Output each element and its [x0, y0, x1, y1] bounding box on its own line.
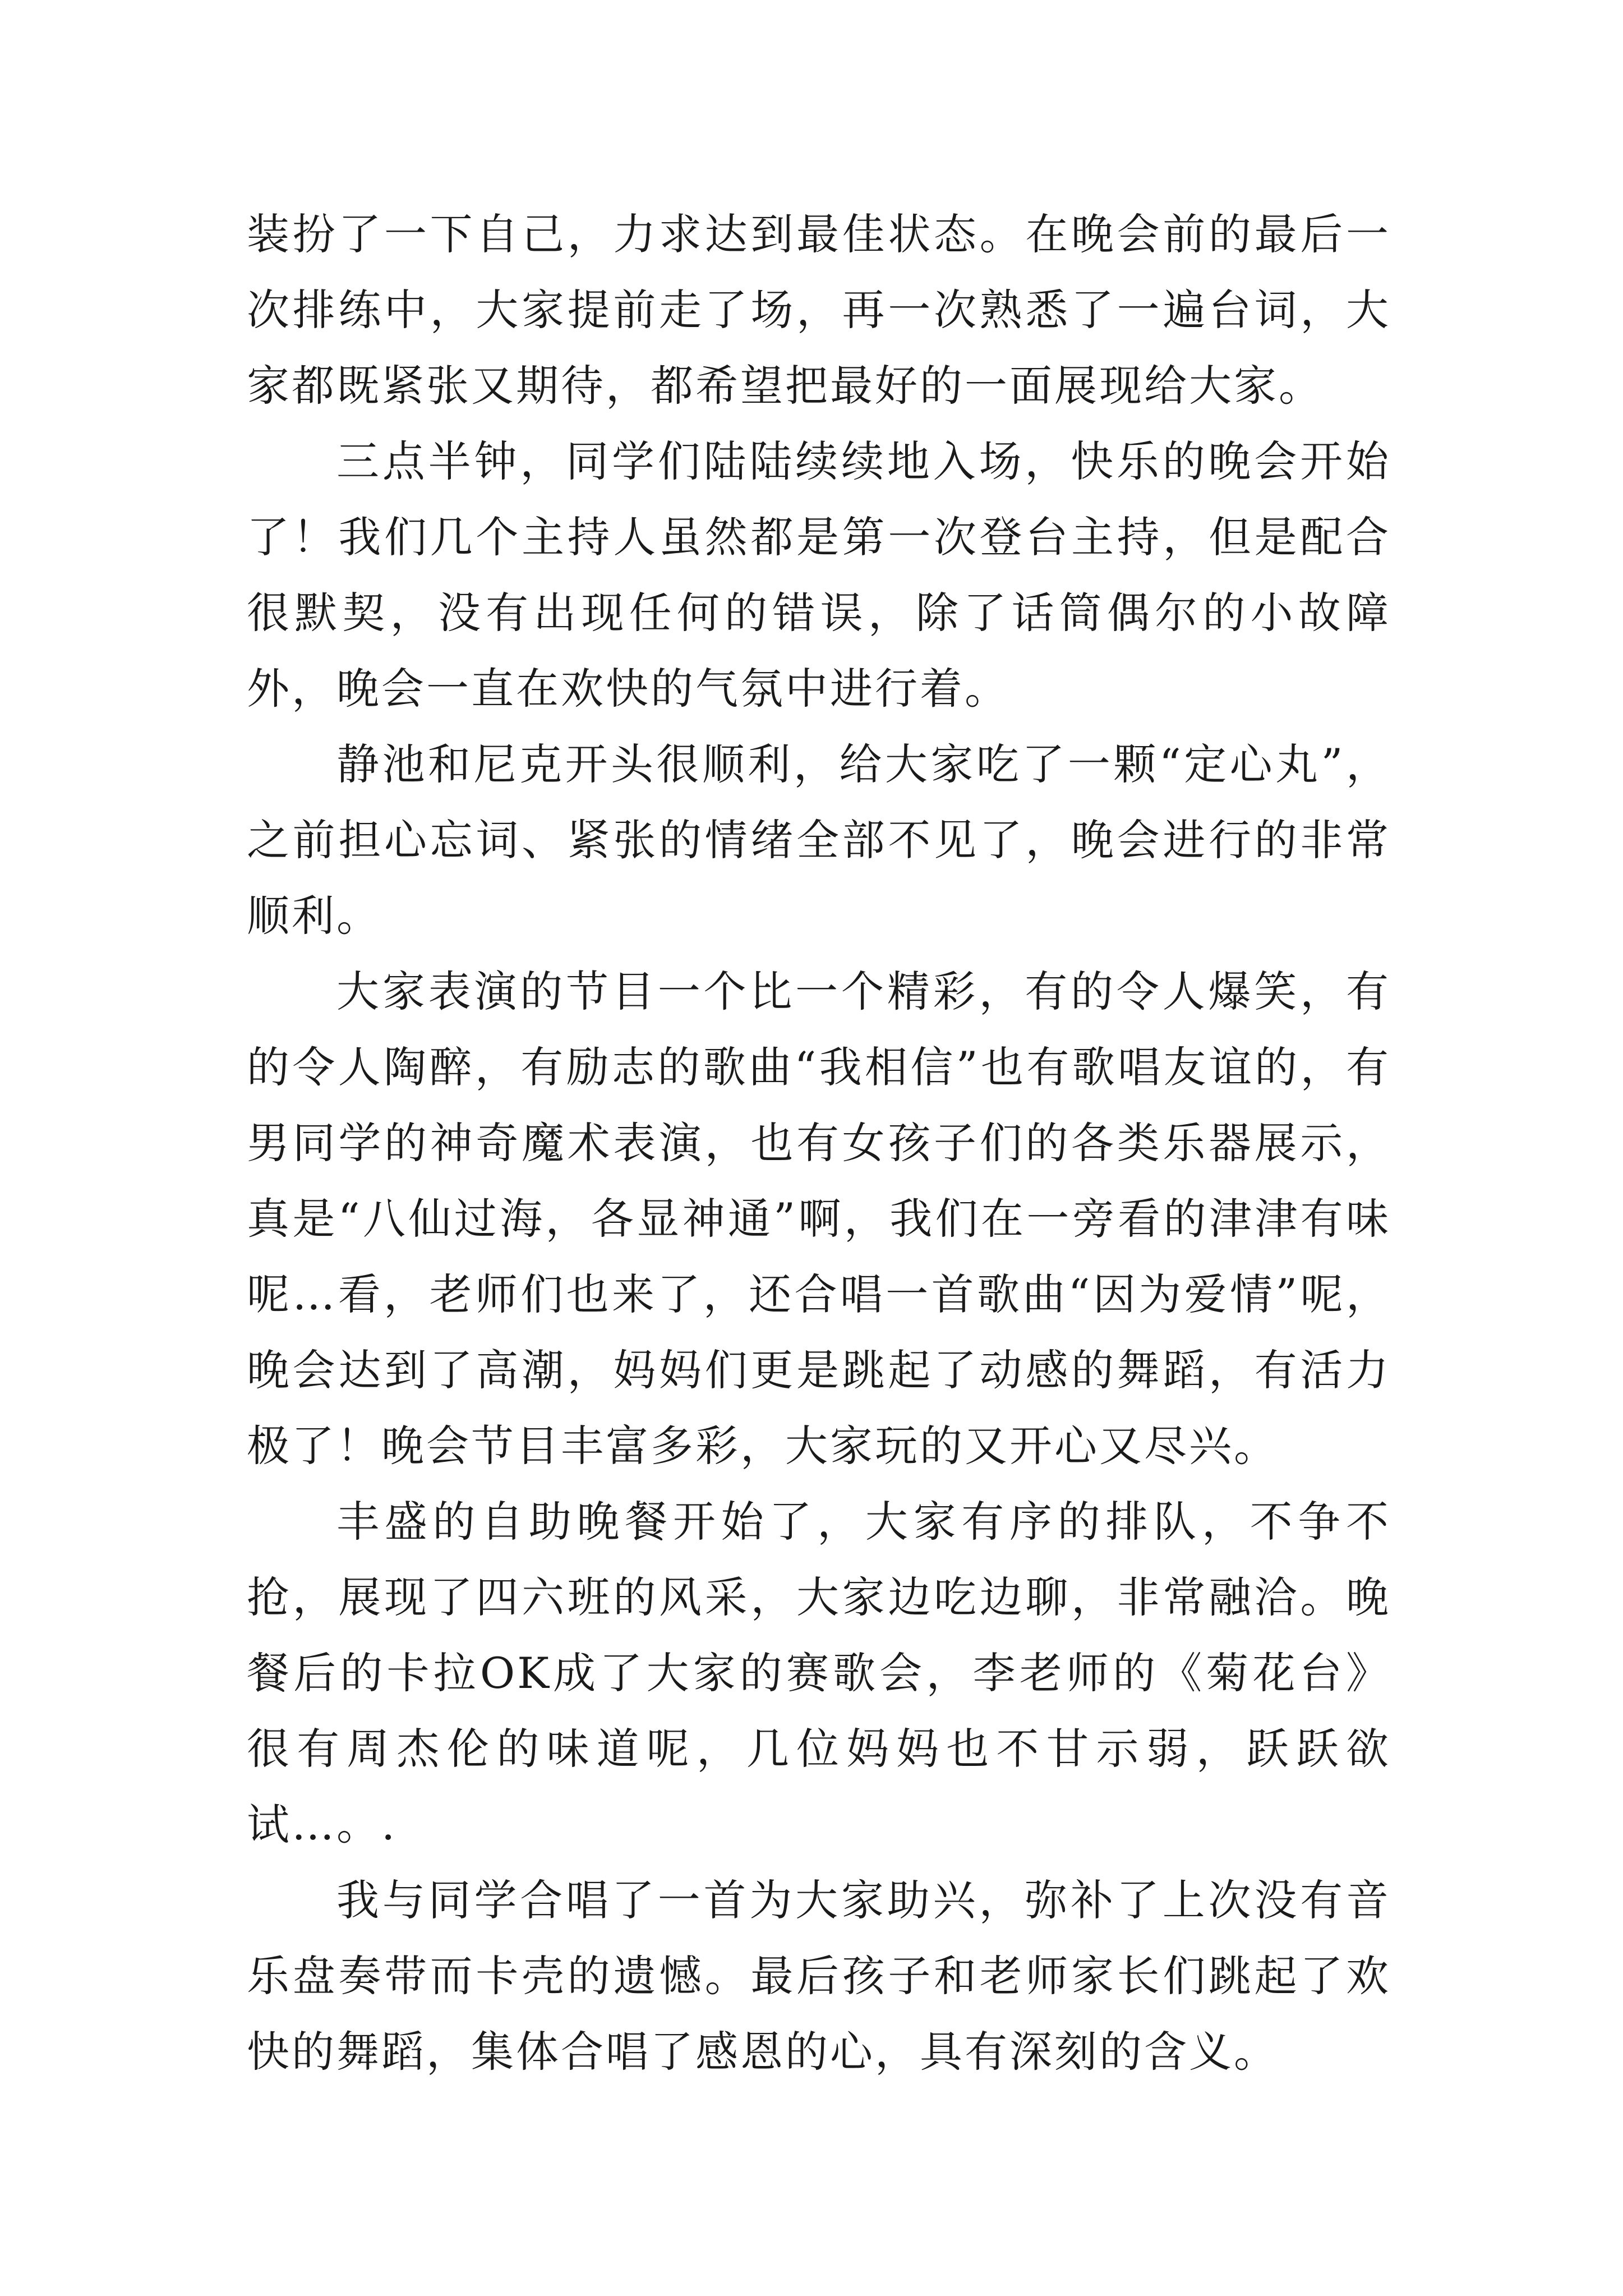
document-body	[247, 196, 1391, 2090]
paragraph-1: 装扮了一下自己，力求达到最佳状态。在晚会前的最后一次排练中，大家提前走了场，再一次熟悉了一遍台词，大家都既紧张又期待，都希望把最好的一面展现给大家。	[247, 209, 1391, 411]
paragraph-5: 丰盛的自助晚餐开始了，大家有序的排队，不争不抢，展现了四六班的风采，大家边吃边聊，非常融洽。晚餐后的卡拉OK成了大家的赛歌会，李老师的《菊花台》很有周杰伦的味道呢，几位妈妈也不甘示弱，跃跃欲试…。.	[247, 1497, 1391, 1849]
paragraph-4: 大家表演的节目一个比一个精彩，有的令人爆笑，有的令人陶醉，有励志的歌曲“我相信”也有歌唱友谊的，有男同学的神奇魔术表演，也有女孩子们的各类乐器展示，真是“八仙过海，各显神通”啊，我们在一旁看的津津有味呢…看，老师们也来了，还合唱一首歌曲“因为爱情”呢，晚会达到了高潮，妈妈们更是跳起了动感的舞蹈，有活力极了！晚会节目丰富多彩，大家玩的又开心又尽兴。	[247, 967, 1391, 1471]
paragraph-6: 我与同学合唱了一首为大家助兴，弥补了上次没有音乐盘奏带而卡壳的遗憾。最后孩子和老师家长们跳起了欢快的舞蹈，集体合唱了感恩的心，具有深刻的含义。	[247, 1875, 1391, 2077]
paragraph-3: 静池和尼克开头很顺利，给大家吃了一颗“定心丸”，之前担心忘词、紧张的情绪全部不见了，晚会进行的非常顺利。	[247, 739, 1391, 941]
paragraph-2: 三点半钟，同学们陆陆续续地入场，快乐的晚会开始了！我们几个主持人虽然都是第一次登台主持，但是配合很默契，没有出现任何的错误，除了话筒偶尔的小故障外，晚会一直在欢快的气氛中进行着。	[247, 436, 1391, 714]
